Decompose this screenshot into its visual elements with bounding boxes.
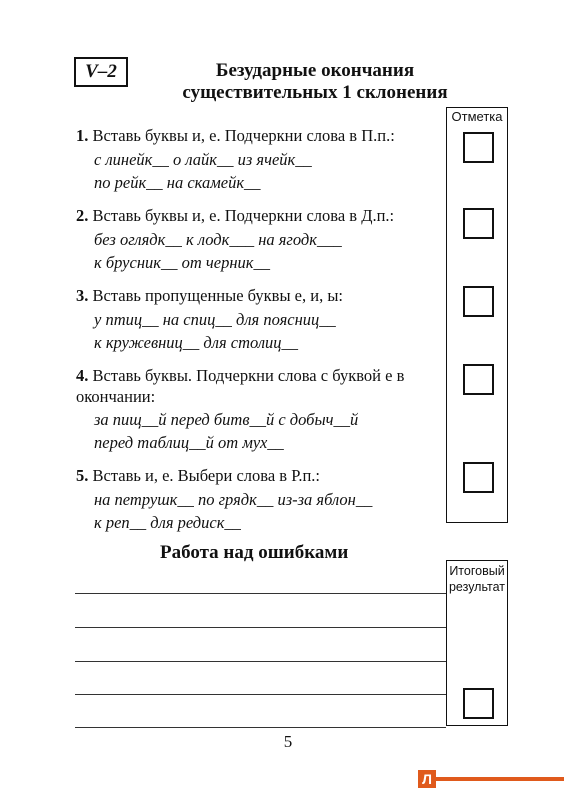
- grade-box-2[interactable]: [463, 208, 494, 239]
- result-box[interactable]: [463, 688, 494, 719]
- task-1-instruction: [76, 126, 395, 146]
- page-number: 5: [283, 732, 293, 751]
- result-label-line-2: результат: [448, 580, 505, 594]
- page-title-line-2: существительных 1 склонения: [182, 82, 448, 103]
- task-3-instruction: [76, 286, 343, 306]
- errors-section-title: Работа над ошибками: [160, 542, 349, 563]
- task-2-words-line-1[interactable]: без оглядк__ к лодк___ на ягодк___: [94, 230, 342, 249]
- task-4-instruction-cont: окончании:: [76, 387, 156, 406]
- task-1-words-line-1[interactable]: с линейк__ о лайк__ из ячейк__: [94, 150, 312, 169]
- result-column-label: [446, 563, 508, 595]
- task-number: 4.: [76, 366, 89, 385]
- grade-box-4[interactable]: [463, 364, 494, 395]
- task-2-instruction: [76, 206, 394, 226]
- page-title-line-1: Безударные окончания: [215, 60, 415, 81]
- publisher-logo-bar: [436, 777, 564, 781]
- writing-line-2[interactable]: [75, 627, 446, 628]
- task-number: 1.: [76, 126, 89, 145]
- task-text: Вставь и, е. Выбери слова в Р.п.:: [92, 466, 320, 485]
- task-1-words-line-2[interactable]: по рейк__ на скамейк__: [94, 173, 261, 192]
- task-text: Вставь пропущенные буквы е, и, ы:: [92, 286, 343, 305]
- task-number: 2.: [76, 206, 89, 225]
- task-3-words-line-1[interactable]: у птиц__ на спиц__ для поясниц__: [94, 310, 336, 329]
- writing-line-3[interactable]: [75, 661, 446, 662]
- variant-label: V–2: [74, 57, 128, 87]
- task-4-words-line-2[interactable]: перед таблиц__й от мух__: [94, 433, 284, 452]
- grade-box-3[interactable]: [463, 286, 494, 317]
- task-2-words-line-2[interactable]: к брусник__ от черник__: [94, 253, 270, 272]
- grade-box-1[interactable]: [463, 132, 494, 163]
- task-text: Вставь буквы. Подчеркни слова с буквой е в: [92, 366, 405, 385]
- grade-column-label: Отметка: [451, 109, 503, 124]
- writing-line-5[interactable]: [75, 727, 446, 728]
- task-number: 3.: [76, 286, 89, 305]
- writing-line-4[interactable]: [75, 694, 446, 695]
- task-5-words-line-2[interactable]: к реп__ для редиск__: [94, 513, 241, 532]
- publisher-logo-icon: Л: [418, 770, 436, 788]
- task-number: 5.: [76, 466, 89, 485]
- task-text: Вставь буквы и, е. Подчеркни слова в П.п.:: [92, 126, 395, 145]
- grade-box-5[interactable]: [463, 462, 494, 493]
- task-5-instruction: [76, 466, 320, 486]
- result-label-line-1: Итоговый: [449, 564, 505, 578]
- task-5-words-line-1[interactable]: на петрушк__ по грядк__ из-за яблон__: [94, 490, 373, 509]
- task-text: Вставь буквы и, е. Подчеркни слова в Д.п.:: [92, 206, 395, 225]
- task-4-words-line-1[interactable]: за пищ__й перед битв__й с добыч__й: [94, 410, 359, 429]
- writing-line-1[interactable]: [75, 593, 446, 594]
- task-3-words-line-2[interactable]: к кружевниц__ для столиц__: [94, 333, 299, 352]
- task-4-instruction: [76, 366, 404, 386]
